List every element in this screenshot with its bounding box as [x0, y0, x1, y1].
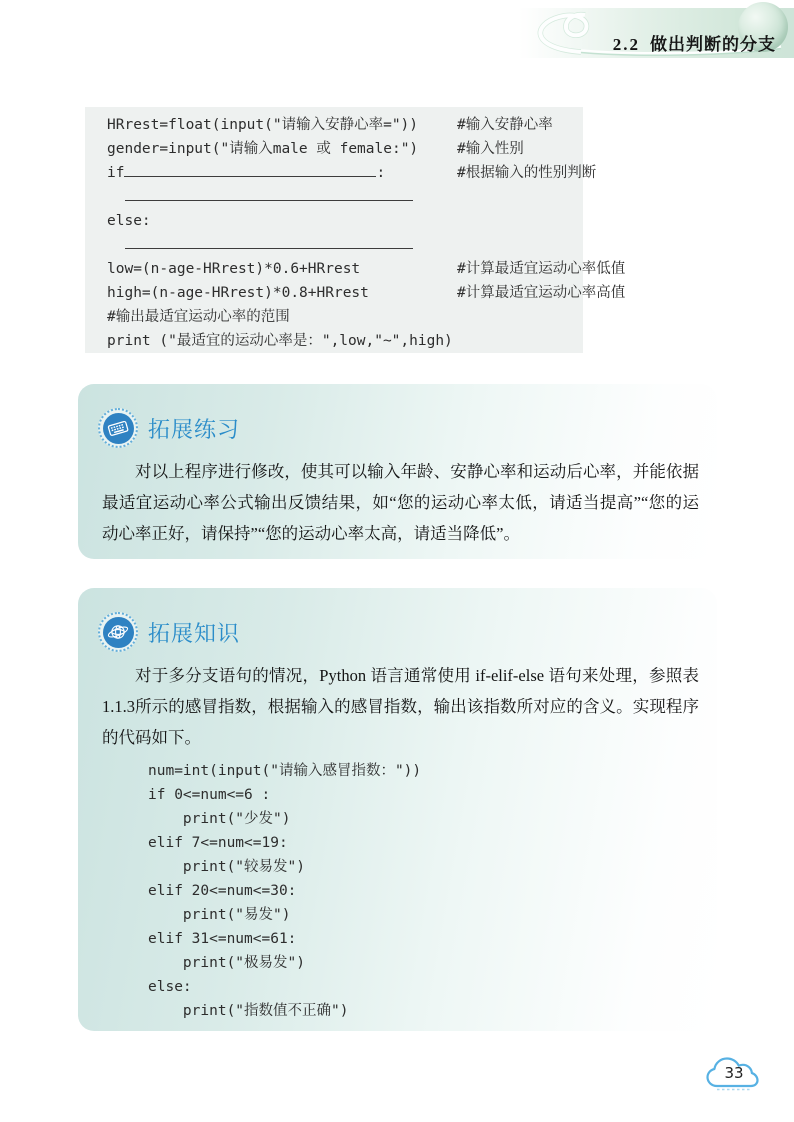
blank-answer-line	[125, 233, 413, 249]
blank-fill-line	[124, 161, 376, 177]
section-number: 2.2	[612, 35, 640, 54]
code-comment: #计算最适宜运动心率低值	[457, 261, 626, 277]
blank-answer-line	[125, 185, 413, 201]
code-comment: #根据输入的性别判断	[457, 165, 597, 181]
code-comment: #计算最适宜运动心率高值	[457, 285, 626, 301]
section-title: 做出判断的分支	[650, 35, 776, 54]
code-row: low=(n-age-HRrest)*0.6+HRrest #计算最适宜运动心率低值	[107, 257, 583, 281]
code-row: gender=input("请输入male 或 female:") #输入性别	[107, 137, 583, 161]
practice-title: 拓展练习	[148, 416, 241, 442]
code-line: elif 7<=num<=19:	[148, 835, 288, 851]
code-line: if 0<=num<=6 :	[148, 787, 271, 803]
code-line: elif 31<=num<=61:	[148, 931, 297, 947]
section-heading	[613, 30, 776, 55]
page-number: 33	[724, 1064, 744, 1082]
knowledge-body-text: 对于多分支语句的情况，Python 语言通常使用 if-elif-else 语句来处理，参照表1.1.3所示的感冒指数，根据输入的感冒指数，输出该指数所对应的含义。实现程序的代码如下。	[102, 666, 699, 747]
code-row: high=(n-age-HRrest)*0.8+HRrest #计算最适宜运动心率高值	[107, 281, 583, 305]
code-line: else:	[148, 979, 192, 995]
code-comment: #输入安静心率	[457, 117, 553, 133]
flu-index-code-listing	[148, 759, 717, 1023]
code-line: elif 20<=num<=30:	[148, 883, 297, 899]
code-row: HRrest=float(input("请输入安静心率=")) #输入安静心率	[107, 113, 583, 137]
code-row	[107, 185, 583, 209]
code-row	[107, 233, 583, 257]
code-line: print("少发")	[148, 811, 291, 827]
code-line: print("易发")	[148, 907, 291, 923]
knowledge-title: 拓展知识	[148, 620, 241, 646]
code-row: if : #根据输入的性别判断	[107, 161, 583, 185]
heart-rate-code-listing	[85, 107, 626, 353]
practice-panel	[78, 384, 717, 559]
code-line: num=int(input("请输入感冒指数："))	[148, 763, 422, 779]
practice-body-text: 对以上程序进行修改，使其可以输入年龄、安静心率和运动后心率，并能依据最适宜运动心率公式输出反馈结果，如“您的运动心率太低，请适当提高”“您的运动心率正好，请保持”“您的运动心率太高，请适当降低”。	[102, 462, 699, 543]
page-number-cloud	[702, 1048, 766, 1098]
knowledge-panel-header	[78, 588, 717, 652]
code-line: print("较易发")	[148, 859, 305, 875]
code-row: else:	[107, 213, 151, 229]
header-band	[519, 8, 794, 58]
code-row: #输出最适宜运动心率的范围	[107, 309, 290, 325]
keyboard-icon	[98, 408, 138, 448]
code-row: print ("最适宜的运动心率是：",low,"~",high)	[107, 333, 453, 349]
code-comment: #输入性别	[457, 141, 524, 157]
code-line: print("极易发")	[148, 955, 305, 971]
globe-icon	[98, 612, 138, 652]
practice-panel-header	[78, 384, 717, 448]
knowledge-panel	[78, 588, 717, 1031]
code-line: print("指数值不正确")	[148, 1003, 349, 1019]
